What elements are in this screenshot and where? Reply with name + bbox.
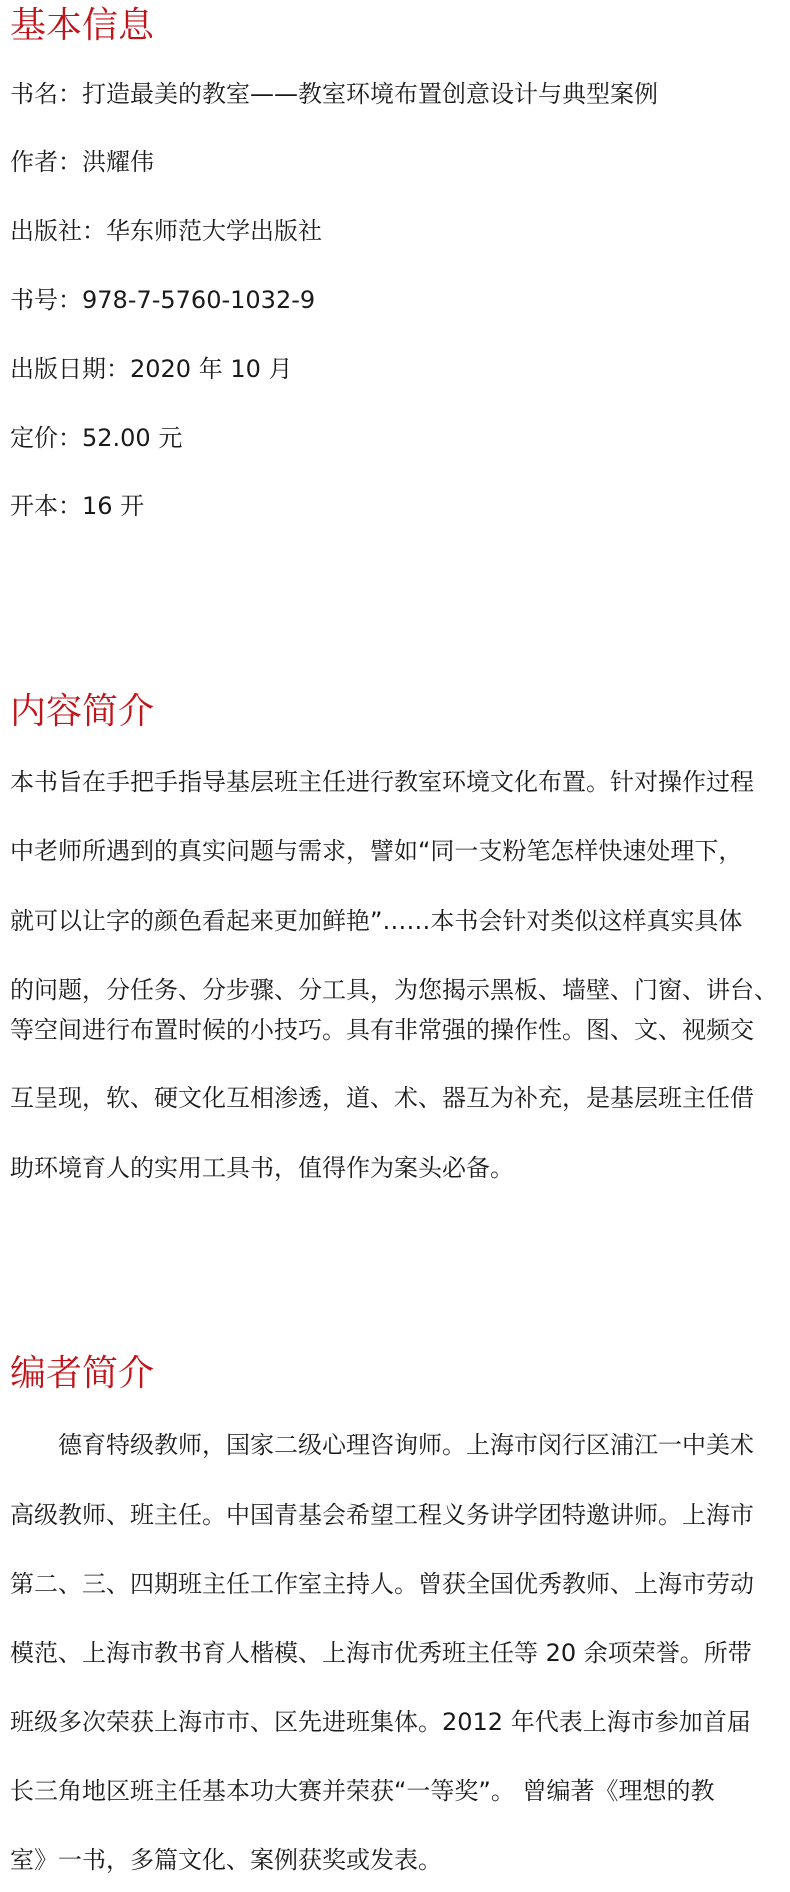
editor-line: 室》一书，多篇文化、案例获奖或发表。 xyxy=(10,1846,442,1874)
summary-line: 本书旨在手把手指导基层班主任进行教室环境文化布置。针对操作过程 xyxy=(10,768,754,796)
editor-line: 长三角地区班主任基本功大赛并荣获“一等奖”。 曾编著《理想的教 xyxy=(10,1777,715,1805)
summary-line: 等空间进行布置时候的小技巧。具有非常强的操作性。图、文、视频交 xyxy=(10,1016,754,1044)
basic-info-heading: 基本信息 xyxy=(10,5,155,46)
editor-line: 模范、上海市教书育人楷模、上海市优秀班主任等 20 余项荣誉。所带 xyxy=(10,1639,752,1667)
summary-line: 中老师所遇到的真实问题与需求，譬如“同一支粉笔怎样快速处理下， xyxy=(10,837,743,865)
isbn-field: 书号：978-7-5760-1032-9 xyxy=(10,286,316,314)
author-field: 作者：洪耀伟 xyxy=(10,148,154,176)
summary-line: 互呈现，软、硬文化互相渗透，道、术、器互为补充，是基层班主任借 xyxy=(10,1084,754,1112)
format-field: 开本：16 开 xyxy=(10,492,145,520)
publish-date-field: 出版日期：2020 年 10 月 xyxy=(10,355,293,383)
book-title-field: 书名：打造最美的教室——教室环境布置创意设计与典型案例 xyxy=(10,80,658,108)
summary-line: 助环境育人的实用工具书，值得作为案头必备。 xyxy=(10,1154,514,1182)
editor-line: 第二、三、四期班主任工作室主持人。曾获全国优秀教师、上海市劳动 xyxy=(10,1570,754,1598)
editor-line: 高级教师、班主任。中国青基会希望工程义务讲学团特邀讲师。上海市 xyxy=(10,1501,754,1529)
price-field: 定价：52.00 元 xyxy=(10,424,183,452)
publisher-field: 出版社：华东师范大学出版社 xyxy=(10,217,322,245)
summary-line: 的问题，分任务、分步骤、分工具，为您揭示黑板、墙壁、门窗、讲台、 xyxy=(10,976,778,1004)
editor-line: 班级多次荣获上海市市、区先进班集体。2012 年代表上海市参加首届 xyxy=(10,1708,751,1736)
editor-heading: 编者简介 xyxy=(10,1353,155,1394)
editor-line: 德育特级教师，国家二级心理咨询师。上海市闵行区浦江一中美术 xyxy=(58,1431,754,1459)
summary-line: 就可以让字的颜色看起来更加鲜艳”……本书会针对类似这样真实具体 xyxy=(10,907,743,935)
summary-heading: 内容简介 xyxy=(10,691,155,732)
